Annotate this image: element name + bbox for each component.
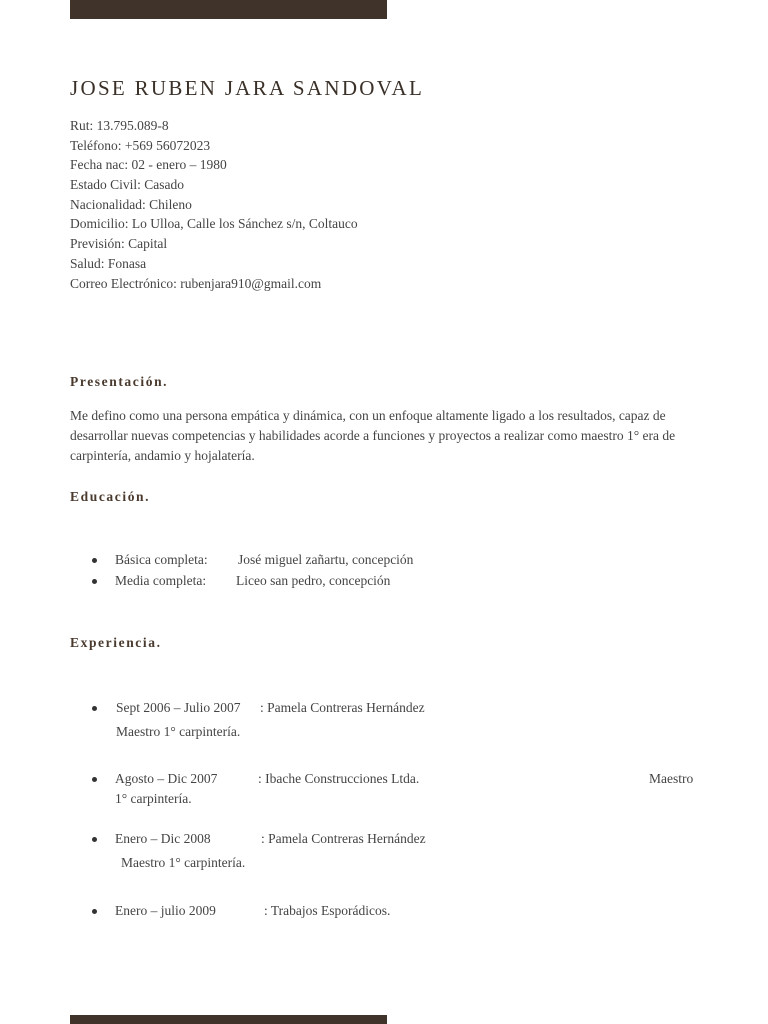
personal-info <box>70 116 358 293</box>
info-telefono: Teléfono: +569 56072023 <box>70 137 211 153</box>
experience-employer: : Pamela Contreras Hernández <box>260 700 425 715</box>
info-nacionalidad: Nacionalidad: Chileno <box>70 196 192 212</box>
experience-role-continued: 1° carpintería. <box>115 791 192 806</box>
section-heading-presentacion: Presentación. <box>70 374 169 389</box>
header-bar <box>70 0 387 19</box>
info-estado-civil: Estado Civil: Casado <box>70 177 184 193</box>
footer-bar <box>70 1015 387 1024</box>
bullet-icon <box>92 706 97 711</box>
section-heading-experiencia: Experiencia. <box>70 635 162 650</box>
experience-period: Enero – Dic 2008 <box>115 831 211 846</box>
presentation-paragraph: Me defino como una persona empática y dinámica, con un enfoque altamente ligado a los resultados, capaz de desarrollar nuevas competencias y habilidades acorde a funciones y proyectos a realizar como maestro 1° era de carpintería, andamio y hojalatería. <box>70 408 676 463</box>
info-salud: Salud: Fonasa <box>70 255 147 271</box>
info-rut: Rut: 13.795.089-8 <box>70 118 169 133</box>
bullet-icon <box>92 558 97 563</box>
experience-role: Maestro 1° carpintería. <box>121 855 246 870</box>
info-domicilio: Domicilio: Lo Ulloa, Calle los Sánchez s/n, Coltauco <box>70 216 358 232</box>
experience-period: Sept 2006 – Julio 2007 <box>116 700 241 715</box>
bullet-icon <box>92 837 97 842</box>
info-prevision: Previsión: Capital <box>70 236 168 252</box>
education-level: Media completa: <box>115 573 207 588</box>
info-fecha-nac: Fecha nac: 02 - enero – 1980 <box>70 157 227 173</box>
education-school: Liceo san pedro, concepción <box>236 573 391 588</box>
experience-employer: : Ibache Construcciones Ltda. <box>258 771 420 786</box>
experience-role: Maestro <box>649 771 694 786</box>
experience-period: Enero – julio 2009 <box>115 903 216 918</box>
bullet-icon <box>92 579 97 584</box>
education-school: José miguel zañartu, concepción <box>238 552 414 567</box>
experience-employer: : Pamela Contreras Hernández <box>261 831 426 846</box>
bullet-icon <box>92 909 97 914</box>
education-level: Básica completa: <box>115 552 208 567</box>
experience-period: Agosto – Dic 2007 <box>115 771 218 786</box>
info-correo: Correo Electrónico: rubenjara910@gmail.com <box>70 275 322 291</box>
candidate-name: JOSE RUBEN JARA SANDOVAL <box>70 76 425 100</box>
experience-employer: : Trabajos Esporádicos. <box>264 903 391 918</box>
section-heading-educacion: Educación. <box>70 489 151 504</box>
bullet-icon <box>92 777 97 782</box>
experience-role: Maestro 1° carpintería. <box>116 724 241 739</box>
